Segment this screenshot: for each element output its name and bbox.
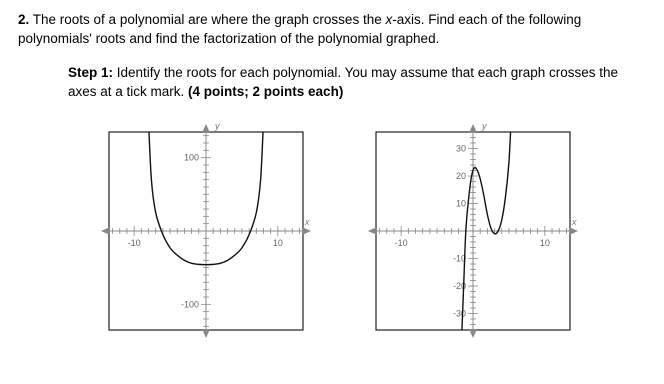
step-label: Step 1:	[68, 65, 114, 80]
step-points: (4 points; 2 points each)	[188, 84, 344, 99]
x-tick-label: 10	[539, 238, 550, 248]
x-axis-arrow-right	[569, 227, 578, 235]
step-instruction	[68, 63, 648, 101]
x-axis-label: x	[305, 217, 310, 227]
y-axis-arrow-up	[202, 124, 210, 133]
x-tick-label: 10	[272, 238, 283, 248]
x-tick-label: -10	[127, 238, 141, 248]
question-text	[18, 10, 648, 48]
x-axis-arrow-left	[368, 227, 377, 235]
x-axis-arrow-right	[302, 227, 311, 235]
y-tick-label: 100	[183, 152, 199, 163]
y-tick-label: 30	[455, 143, 466, 154]
x-axis-label: x	[572, 217, 577, 227]
y-axis-label: y	[215, 121, 220, 131]
y-tick-label: -30	[452, 308, 466, 319]
graph-left	[97, 120, 315, 342]
question-number: 2.	[18, 12, 30, 27]
y-axis-arrow-down	[469, 329, 477, 338]
y-tick-label: 20	[455, 171, 466, 181]
y-tick-label: -20	[452, 281, 466, 291]
y-axis-arrow-down	[202, 329, 210, 338]
x-tick-label: -10	[394, 238, 408, 248]
y-tick-label: -10	[452, 253, 466, 264]
graph-right	[364, 120, 582, 342]
x-axis-arrow-left	[101, 227, 110, 235]
y-tick-label: -100	[180, 299, 199, 310]
y-tick-label: 10	[455, 198, 466, 209]
step-text: Identify the roots for each polynomial. You may assume that each graph crosses the axes at a tick mark.	[68, 65, 619, 99]
question-text-part: -axis. Find each of the following polynomials' roots and find the factorization of the polynomial graphed.	[18, 12, 582, 46]
question-text-part: The roots of a polynomial are where the graph crosses the	[29, 12, 386, 27]
y-axis-arrow-up	[469, 124, 477, 133]
y-axis-label: y	[482, 121, 487, 131]
question-italic-x: x	[385, 12, 393, 27]
